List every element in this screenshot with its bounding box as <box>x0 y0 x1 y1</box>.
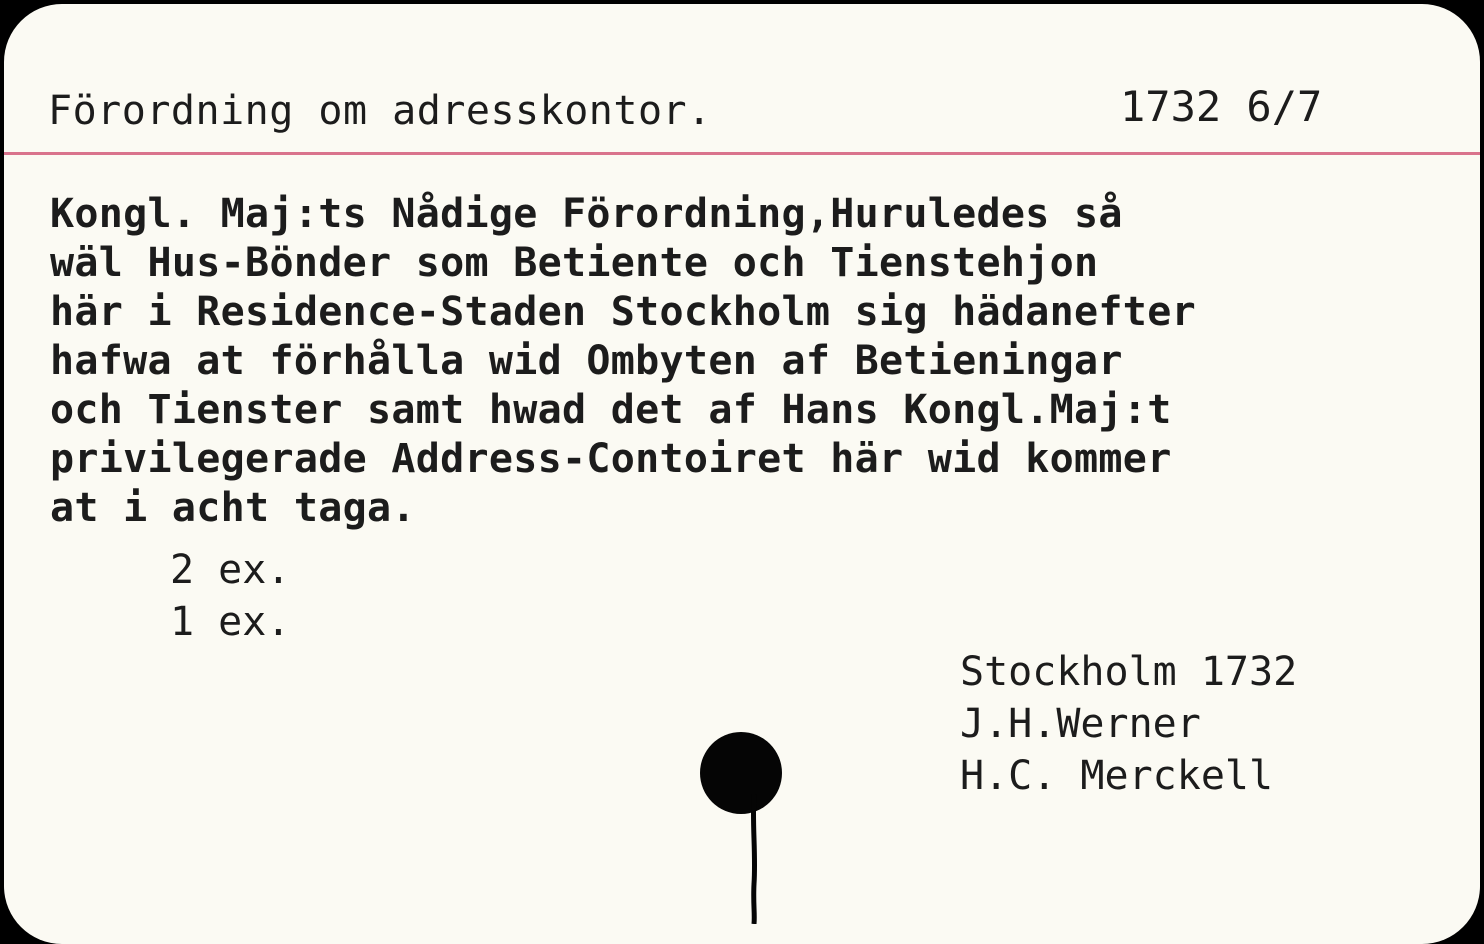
card-title: Förordning om adresskontor. <box>48 88 712 134</box>
body-line: här i Residence-Staden Stockholm sig hädanefter <box>50 289 1196 335</box>
imprint-printer: H.C. Merckell <box>960 753 1274 799</box>
imprint <box>960 646 1297 802</box>
body-line: privilegerade Address-Contoiret här wid kommer <box>50 436 1172 482</box>
copy-count: 2 ex. <box>170 547 291 593</box>
copies-list <box>170 544 290 648</box>
body-line: hafwa at förhålla wid Ombyten af Betieningar <box>50 338 1123 384</box>
copy-count: 1 ex. <box>170 599 291 645</box>
card-string <box>748 794 760 924</box>
card-date: 1732 6/7 <box>1120 82 1323 131</box>
card-body <box>50 190 1475 533</box>
punch-hole <box>700 732 782 814</box>
body-line: at i acht taga. <box>50 485 416 531</box>
imprint-place-year: Stockholm 1732 <box>960 649 1298 695</box>
body-line: och Tienster samt hwad det af Hans Kongl.Maj:t <box>50 387 1172 433</box>
header-rule <box>4 152 1480 155</box>
imprint-printer: J.H.Werner <box>960 701 1201 747</box>
body-line: Kongl. Maj:ts Nådige Förordning,Huruledes så <box>50 191 1123 237</box>
catalog-card <box>4 4 1480 944</box>
body-line: wäl Hus-Bönder som Betiente och Tienstehjon <box>50 240 1099 286</box>
